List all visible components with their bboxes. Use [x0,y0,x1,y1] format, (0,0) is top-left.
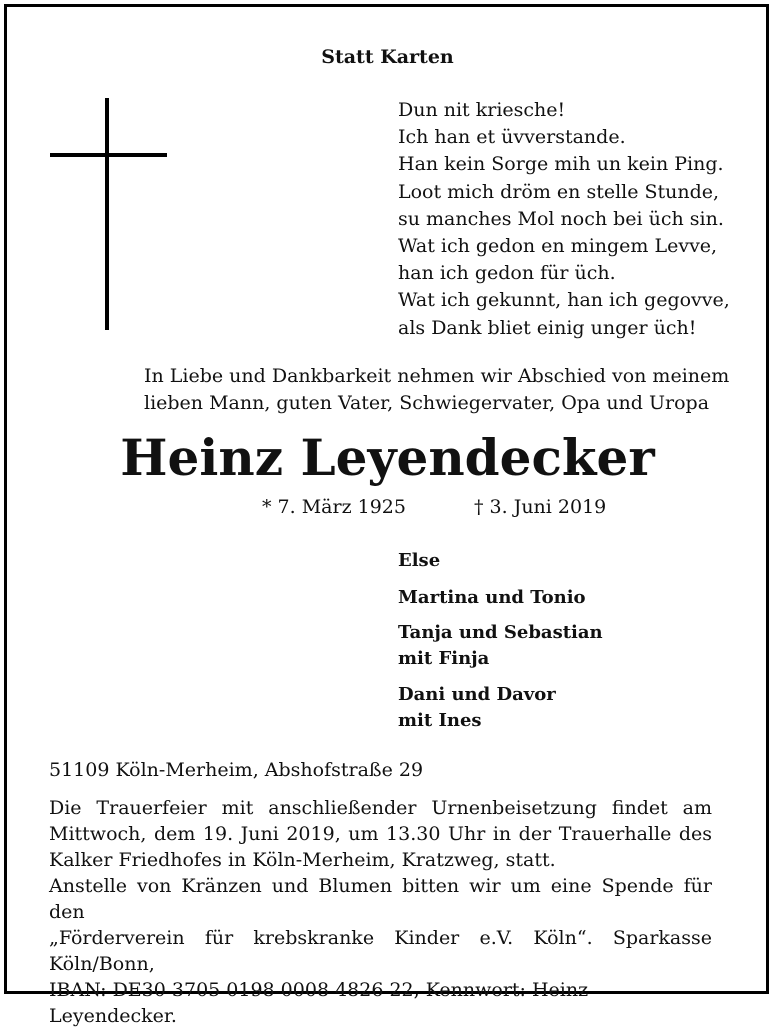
cross-icon-vertical [105,98,109,330]
poem [398,97,730,342]
family-line: Else [398,550,441,571]
donation-line: „Förderverein für krebskranke Kinder e.V. Köln“. Sparkasse Köln/Bonn, [49,927,712,975]
poem-line: Han kein Sorge mih un kein Ping. [398,153,724,176]
birth-date: * 7. März 1925 [262,496,406,518]
family-member [398,548,440,574]
poem-line: Ich han et üvverstande. [398,126,626,149]
death-date: † 3. Juni 2019 [474,496,607,518]
ceremony-text [49,795,712,873]
poem-line: Loot mich dröm en stelle Stunde, [398,180,720,203]
donation-line: IBAN: DE30 3705 0198 0008 4826 22, Kennwort: Heinz Leyendecker. [49,979,589,1027]
address: 51109 Köln-Merheim, Abshofstraße 29 [49,759,424,781]
ceremony-line: Die Trauerfeier mit anschließender Urnenbeisetzung findet am [49,797,712,819]
poem-line: Dun nit kriesche! [398,99,566,121]
family-line: mit Finja [398,648,490,669]
donation-line: Anstelle von Kränzen und Blumen bitten wir um eine Spende für den [49,875,712,923]
poem-line: han ich gedon für üch. [398,262,616,285]
poem-line: su manches Mol noch bei üch sin. [398,207,724,230]
poem-line: Wat ich gekunnt, han ich gegovve, [398,289,730,312]
cross-icon-horizontal [50,153,167,157]
ceremony-line: Mittwoch, dem 19. Juni 2019, um 13.30 Uhr in der Trauerhalle des [49,823,712,845]
donation-text [49,873,712,1029]
family-line: Dani und Davor [398,684,556,705]
intro-text [144,363,729,417]
poem-line: als Dank bliet einig unger üch! [398,316,697,339]
intro-line: In Liebe und Dankbarkeit nehmen wir Abschied von meinem [144,365,730,387]
family-member [398,585,586,611]
family-member [398,682,556,734]
family-member [398,620,603,672]
family-line: mit Ines [398,710,482,731]
header-title: Statt Karten [321,46,454,68]
ceremony-line: Kalker Friedhofes in Köln-Merheim, Kratzweg, statt. [49,849,556,871]
family-line: Martina und Tonio [398,587,586,608]
family-line: Tanja und Sebastian [398,622,603,643]
deceased-name: Heinz Leyendecker [120,428,655,487]
intro-line: lieben Mann, guten Vater, Schwiegervater, Opa und Uropa [144,392,710,414]
poem-line: Wat ich gedon en mingem Levve, [398,235,718,258]
